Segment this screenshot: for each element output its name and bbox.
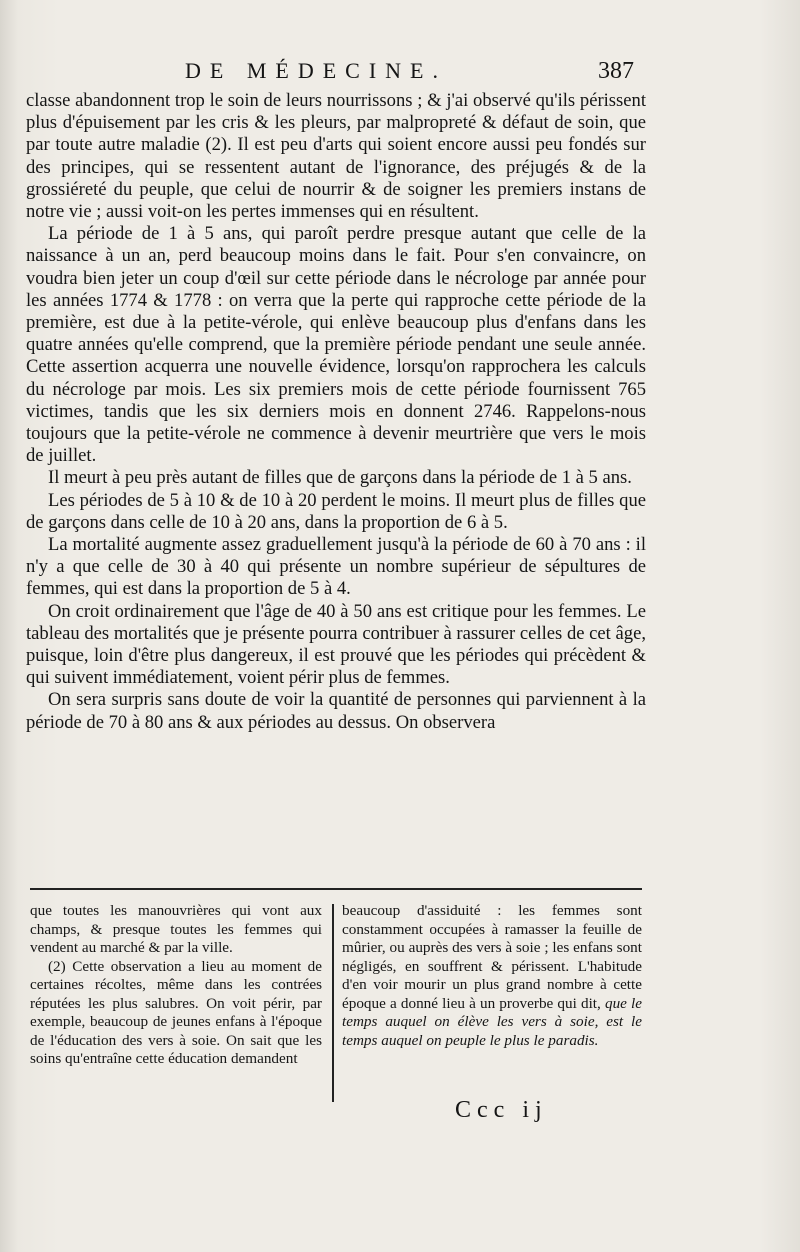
signature-mark: Ccc ij: [455, 1097, 548, 1123]
page-header: [0, 58, 800, 92]
paragraph-5: La mortalité augmente assez graduellement jusqu'à la période de 60 à 70 ans : il n'y a que celle de 30 à 40 qui présente un nombre supérieur de sépultures de femmes, qui est dans la proportion de 5 à 4.: [26, 534, 646, 600]
footnote-column-right: [342, 902, 642, 1050]
paragraph-2: La période de 1 à 5 ans, qui paroît perdre presque autant que celle de la naissance à un an, perd beaucoup moins dans le fait. Pour s'en convaincre, on voudra bien jeter un coup d'œil sur cette période dans le nécrologe par année pour les années 1774 & 1778 : on verra que la perte qui rapproche cette période de la première, est due à la petite-vérole, qui enlève beaucoup plus d'enfans dans les quatre années qu'elle comprend, que la première période pendant une seule année. Cette assertion acquerra une nouvelle évidence, lorsqu'on rapprochera les calculs du nécrologe par mois. Les six premiers mois de cette période fournissent 765 victimes, tandis que les six derniers mois en donnent 2746. Rappelons-nous toujours que la petite-vérole ne commence à devenir meurtrière que vers le mois de juillet.: [26, 223, 646, 467]
footnote-2-continued: [342, 902, 642, 1050]
running-head: DE MÉDECINE.: [185, 58, 447, 83]
footnote-rule: [30, 888, 642, 890]
footnote-continuation: que toutes les manouvrières qui vont aux champs, & presque toutes les femmes qui vendent au marché & par la ville.: [30, 902, 322, 956]
paragraph-1: classe abandonnent trop le soin de leurs nourrissons ; & j'ai observé qu'ils périssent plus d'épuisement par les cris & les pleurs, par malpropreté & défaut de soin, que par toute autre maladie (2). Il est peu d'arts qui soient encore aussi peu fondés sur des principes, qui se ressentent autant de l'ignorance, des préjugés & de la grossiéreté du peuple, que celui de nourrir & de soigner les premiers instans de notre vie ; aussi voit-on les pertes immenses qui en résultent.: [26, 90, 646, 223]
footnote-column-left: [30, 902, 322, 1069]
main-text: [26, 90, 646, 734]
paragraph-4: Les périodes de 5 à 10 & de 10 à 20 perdent le moins. Il meurt plus de filles que de garçons dans celle de 10 à 20 ans, dans la proportion de 6 à 5.: [26, 489, 646, 533]
column-divider: [332, 904, 334, 1102]
paragraph-6: On croit ordinairement que l'âge de 40 à 50 ans est critique pour les femmes. Le tableau des mortalités que je présente pourra contribuer à rassurer celles de cet âge, puisque, loin d'être plus dangereux, il est prouvé que les périodes qui précèdent & qui suivent immédiatement, voient périr plus de femmes.: [26, 600, 646, 689]
page-number: 387: [598, 58, 634, 84]
paragraph-3: Il meurt à peu près autant de filles que de garçons dans la période de 1 à 5 ans.: [48, 467, 632, 489]
proverb-italic: que le temps auquel on élève les vers à soie, est le temps auquel on peuple le plus le paradis.: [342, 994, 643, 1049]
footnote-2-continued-text: beaucoup d'assiduité : les femmes sont constamment occupées à ramasser la feuille de mûrier, ou auprès des vers à soie ; les enfans sont négligés, en souffrent & périssent. L'habitude d'en voir mourir un plus grand nombre à cette époque a donné lieu à un proverbe qui dit,: [342, 902, 642, 1012]
footnote-2: (2) Cette observation a lieu au moment de certaines récoltes, même dans les contrées réputées les plus salubres. On voit périr, par exemple, beaucoup de jeunes enfans à l'époque de l'éducation des vers à soie. On sait que les soins qu'entraîne cette éducation demandent: [30, 957, 322, 1067]
paragraph-7: On sera surpris sans doute de voir la quantité de personnes qui parviennent à la période de 70 à 80 ans & aux périodes au dessus. On observera: [26, 689, 646, 733]
